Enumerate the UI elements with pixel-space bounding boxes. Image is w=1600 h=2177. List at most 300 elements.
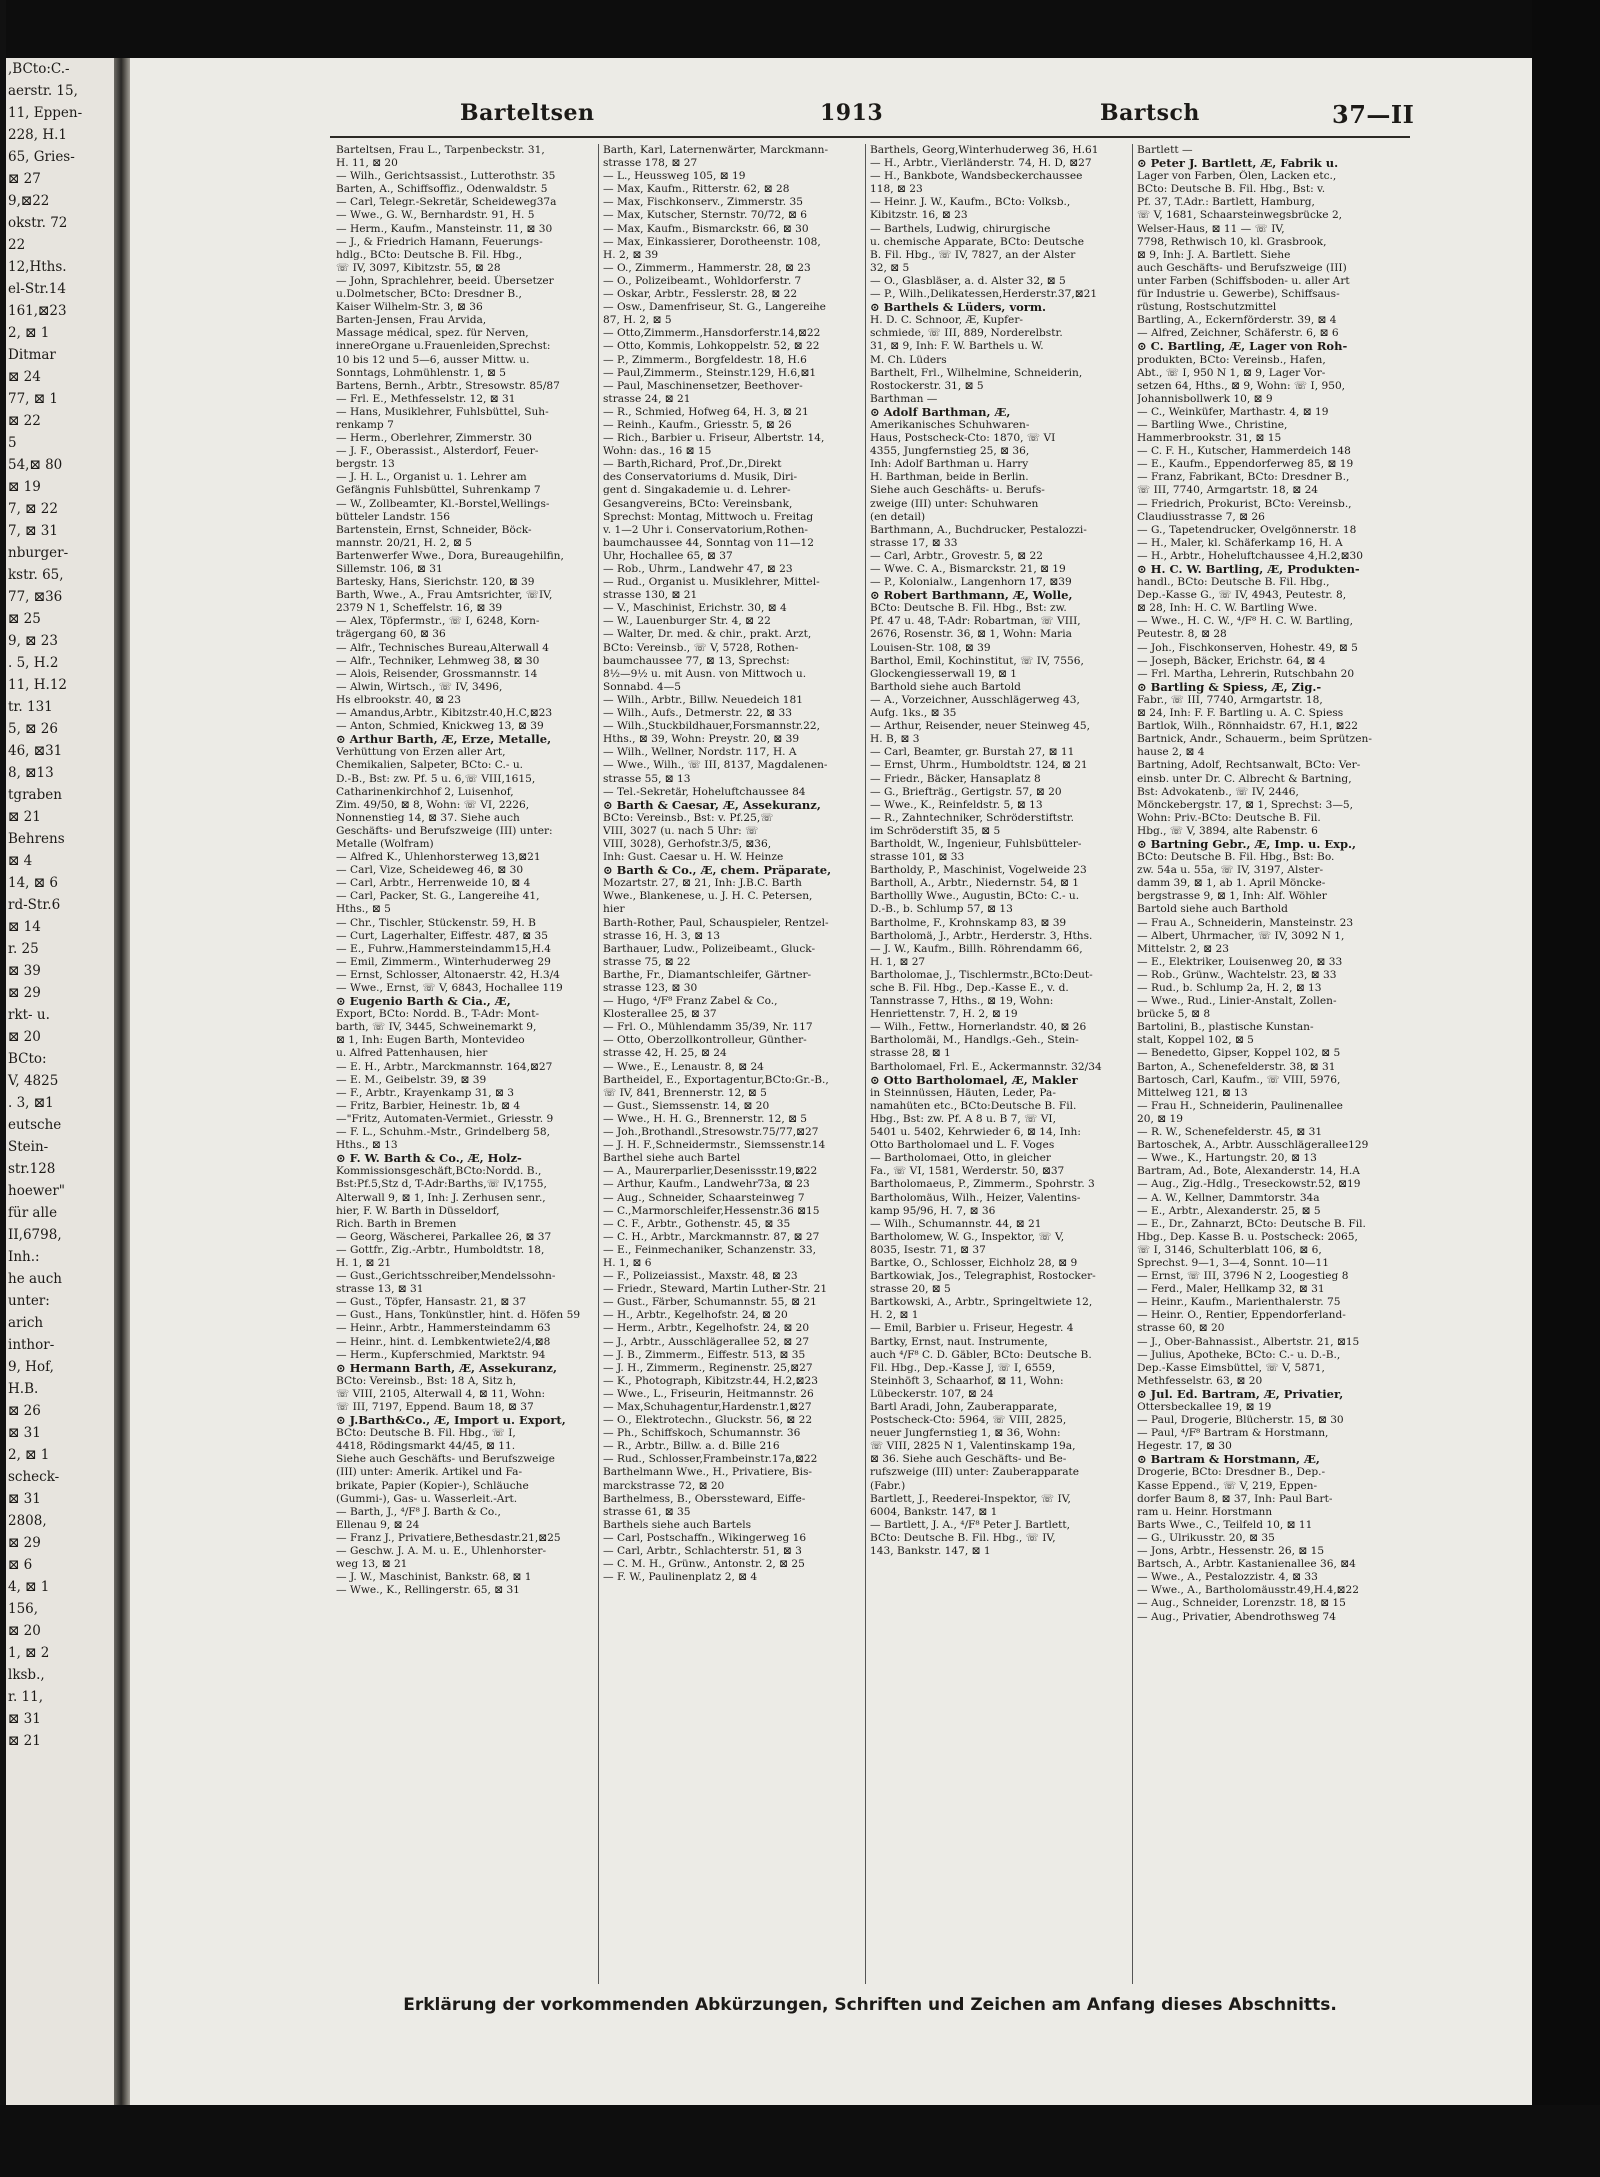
directory-entry: — R., Schmied, Hofweg 64, H. 3, ⊠ 21 (603, 405, 809, 418)
directory-entry: — P., Kolonialw., Langenhorn 17, ⊠39 (870, 576, 1072, 589)
previous-page-line: 228, H.1 (8, 127, 68, 143)
directory-entry: — Heinr. O., Rentier, Eppendorferland- (1137, 1309, 1346, 1322)
directory-entry: Chemikalien, Salpeter, BCto: C.- u. (336, 759, 524, 772)
directory-entry: strasse 17, ⊠ 33 (870, 536, 958, 549)
directory-entry: u. Alfred Pattenhausen, hier (336, 1047, 488, 1060)
previous-page-line: Stein- (8, 1139, 49, 1155)
directory-entry: Bartnick, Andr., Schauerm., beim Sprützen- (1137, 733, 1372, 746)
directory-entry: Wohn: Priv.-BCto: Deutsche B. Fil. (1137, 811, 1321, 824)
directory-entry: — Rud., Organist u. Musiklehrer, Mittel- (603, 576, 820, 589)
directory-entry: — Heinr., Kaufm., Marienthalerstr. 75 (1137, 1296, 1341, 1309)
previous-page-line: 5 (8, 435, 17, 451)
directory-entry: auch ⁴/F⁸ C. D. Gäbler, BCto: Deutsche B. (870, 1348, 1092, 1361)
directory-entry: — Arthur, Reisender, neuer Steinweg 45, (870, 720, 1091, 733)
previous-page-line: 11, H.12 (8, 677, 68, 693)
directory-entry: D.-B., b. Schlump 57, ⊠ 13 (870, 903, 1013, 916)
directory-entry: ⊠ 24, Inh: F. F. Bartling u. A. C. Spiess (1137, 707, 1344, 720)
column-divider (865, 144, 866, 1984)
directory-entry: strasse 101, ⊠ 33 (870, 851, 965, 864)
previous-page-line: V, 4825 (8, 1073, 59, 1089)
directory-entry: — J. H., Zimmerm., Reginenstr. 25,⊠27 (603, 1361, 813, 1374)
previous-page-line: 77, ⊠ 1 (8, 391, 58, 407)
previous-page-line: 14, ⊠ 6 (8, 875, 58, 891)
directory-entry: Lübeckerstr. 107, ⊠ 24 (870, 1387, 994, 1400)
directory-entry: — O., Elektrotechn., Gluckstr. 56, ⊠ 22 (603, 1414, 813, 1427)
directory-entry: — C. M. H., Grünw., Antonstr. 2, ⊠ 25 (603, 1558, 805, 1571)
directory-entry: Steinhöft 3, Schaarhof, ⊠ 11, Wohn: (870, 1374, 1064, 1387)
previous-page-line: r. 25 (8, 941, 39, 957)
directory-entry: ⊙ Peter J. Bartlett, Æ, Fabrik u. (1137, 157, 1339, 171)
directory-entry: — F., Polizeiassist., Maxstr. 48, ⊠ 23 (603, 1270, 798, 1283)
directory-entry: ☏ I, 3146, Schulterblatt 106, ⊠ 6, (1137, 1243, 1322, 1256)
directory-entry: baumchaussee 77, ⊠ 13, Sprechst: (603, 654, 790, 667)
previous-page-line: ⊠ 6 (8, 1557, 33, 1573)
directory-entry: — Herm., Kupferschmied, Marktstr. 94 (336, 1348, 546, 1361)
directory-entry: Bartosch, Carl, Kaufm., ☏ VIII, 5976, (1137, 1073, 1341, 1086)
previous-page-line: 156, (8, 1601, 39, 1617)
directory-entry: — Heinr., hint. d. Lembkentwiete2/4,⊠8 (336, 1335, 551, 1348)
directory-entry: Bartram, Ad., Bote, Alexanderstr. 14, H.A (1137, 1165, 1360, 1178)
directory-entry: — Ernst, Schlosser, Altonaerstr. 42, H.3/4 (336, 968, 560, 981)
directory-entry: 143, Bankstr. 147, ⊠ 1 (870, 1545, 991, 1558)
directory-entry: ☏ V, 1681, Schaarsteinwegsbrücke 2, (1137, 209, 1343, 222)
directory-entry: für Industrie u. Gewerbe), Schiffsaus- (1137, 288, 1340, 301)
directory-entry: B. Fil. Hbg., ☏ IV, 7827, an der Alster (870, 248, 1076, 261)
directory-entry: — Max, Fischkonserv., Zimmerstr. 35 (603, 196, 803, 209)
header-year: 1913 (820, 100, 884, 126)
directory-entry: Bartkowski, A., Arbtr., Springeltwiete 12, (870, 1296, 1093, 1309)
directory-entry: — Joh., Fischkonserven, Hohestr. 49, ⊠ 5 (1137, 641, 1358, 654)
directory-entry: ⊙ Hermann Barth, Æ, Assekuranz, (336, 1361, 557, 1375)
previous-page-line: 7, ⊠ 31 (8, 523, 58, 539)
previous-page-line: ⊠ 22 (8, 413, 41, 429)
directory-entry: — J. F., Oberassist., Alsterdorf, Feuer- (336, 445, 539, 458)
directory-entry: — H., Arbtr., Vierländerstr. 74, H. D, ⊠27 (870, 157, 1092, 170)
directory-entry: D.-B., Bst: zw. Pf. 5 u. 6,☏ VIII,1615, (336, 772, 536, 785)
directory-entry: — C. H., Arbtr., Marckmannstr. 87, ⊠ 27 (603, 1230, 820, 1243)
directory-entry: H. 2, ⊠ 1 (870, 1309, 919, 1322)
directory-entry: ⊙ Bartram & Horstmann, Æ, (1137, 1453, 1320, 1467)
directory-entry: Barthel siehe auch Bartel (603, 1152, 741, 1165)
directory-entry: — Julius, Apotheke, BCto: C.- u. D.-B., (1137, 1348, 1341, 1361)
directory-entry: Barth-Rother, Paul, Schauspieler, Rentzel- (603, 916, 829, 929)
directory-entry: — Frl. O., Mühlendamm 35/39, Nr. 117 (603, 1021, 813, 1034)
directory-entry: — Gust., Siemssenstr. 14, ⊠ 20 (603, 1099, 770, 1112)
directory-entry: Bartoschek, A., Arbtr. Ausschlägerallee129 (1137, 1139, 1369, 1152)
directory-entry: Barten, A., Schiffsoffiz., Odenwaldstr. 5 (336, 183, 548, 196)
previous-page-line: ⊠ 25 (8, 611, 41, 627)
directory-entry: — W., Lauenburger Str. 4, ⊠ 22 (603, 615, 771, 628)
directory-entry: H. B, ⊠ 3 (870, 733, 920, 746)
directory-entry: hier (603, 903, 625, 916)
directory-entry: Bartholme, F., Krohnskamp 83, ⊠ 39 (870, 916, 1067, 929)
directory-entry: — O., Polizeibeamt., Wohldorferstr. 7 (603, 274, 802, 287)
directory-entry: — Barth,Richard, Prof.,Dr.,Direkt (603, 458, 782, 471)
directory-entry: Kommissionsgeschäft,BCto:Nordd. B., (336, 1165, 542, 1178)
directory-entry: — E., Fuhrw.,Hammersteindamm15,H.4 (336, 942, 551, 955)
directory-entry: produkten, BCto: Vereinsb., Hafen, (1137, 353, 1326, 366)
directory-entry: — E., Elektriker, Louisenweg 20, ⊠ 33 (1137, 955, 1343, 968)
directory-entry: Barthelmann Wwe., H., Privatiere, Bis- (603, 1466, 812, 1479)
previous-page-line: ⊠ 31 (8, 1711, 41, 1727)
directory-entry: — Wwe., Ernst, ☏ V, 6843, Hochallee 119 (336, 982, 563, 994)
directory-entry: — Aug., Schneider, Lorenzstr. 18, ⊠ 15 (1137, 1597, 1346, 1610)
directory-entry: strasse 24, ⊠ 21 (603, 392, 691, 405)
previous-page-line: 65, Gries- (8, 149, 75, 165)
directory-entry: Uhr, Hochallee 65, ⊠ 37 (603, 549, 733, 562)
previous-page-line: 46, ⊠31 (8, 743, 63, 759)
directory-entry: Zim. 49/50, ⊠ 8, Wohn: ☏ VI, 2226, (336, 798, 530, 811)
previous-page-line: ⊠ 31 (8, 1425, 41, 1441)
directory-entry: — L., Heussweg 105, ⊠ 19 (603, 170, 746, 183)
directory-entry: stalt, Koppel 102, ⊠ 5 (1137, 1034, 1254, 1047)
directory-entry: ⊙ Otto Bartholomael, Æ, Makler (870, 1073, 1078, 1087)
directory-entry: — Herm., Kaufm., Mansteinstr. 11, ⊠ 30 (336, 222, 553, 235)
directory-entry: — E., Kaufm., Eppendorferweg 85, ⊠ 19 (1137, 458, 1354, 471)
directory-entry: 32, ⊠ 5 (870, 261, 910, 274)
directory-entry: Sillemstr. 106, ⊠ 31 (336, 563, 443, 575)
directory-entry: — Wwe., A., Bartholomäusstr.49,H.4,⊠22 (1137, 1584, 1359, 1597)
directory-entry: — Wilh., Arbtr., Billw. Neuedeich 181 (603, 693, 804, 706)
directory-entry: — G., Tapetendrucker, Ovelgönnerstr. 18 (1137, 523, 1357, 536)
directory-entry: — Aug., Privatier, Abendrothsweg 74 (1137, 1610, 1336, 1623)
directory-entry: — Frl. Martha, Lehrerin, Rutschbahn 20 (1137, 667, 1355, 680)
directory-entry: — Wilh., Schumannstr. 44, ⊠ 21 (870, 1217, 1042, 1230)
directory-entry: Barthmann, A., Buchdrucker, Pestalozzi- (870, 523, 1087, 536)
previous-page-line: ⊠ 29 (8, 985, 41, 1001)
previous-page-line: ⊠ 21 (8, 809, 41, 825)
directory-entry: Bartholdy, P., Maschinist, Vogelweide 23 (870, 864, 1087, 877)
directory-entry: 2379 N 1, Scheffelstr. 16, ⊠ 39 (336, 602, 503, 615)
directory-entry: Dep.-Kasse G., ☏ IV, 4943, Peutestr. 8, (1137, 589, 1347, 602)
directory-entry: ⊙ Bartning Gebr., Æ, Imp. u. Exp., (1137, 837, 1357, 851)
directory-entry: strasse 61, ⊠ 35 (603, 1505, 691, 1518)
directory-entry: marckstrasse 72, ⊠ 20 (603, 1479, 725, 1492)
directory-entry: — Aug., Zig.-Hdlg., Treseckowstr.52, ⊠19 (1137, 1178, 1361, 1191)
directory-entry: BCto: Deutsche B. Fil. Hbg., Bst: v. (1137, 183, 1326, 196)
directory-entry: Bartling, A., Eckernförderstr. 39, ⊠ 4 (1137, 314, 1337, 327)
directory-entry: u. chemische Apparate, BCto: Deutsche (870, 235, 1084, 248)
directory-entry: Henriettenstr. 7, H. 2, ⊠ 19 (870, 1008, 1018, 1021)
directory-entry: Louisen-Str. 108, ⊠ 39 (870, 641, 991, 654)
directory-entry: Dep.-Kasse Eimsbüttel, ☏ V, 5871, (1137, 1361, 1325, 1374)
directory-entry: ☏ III, 7740, Armgartstr. 18, ⊠ 24 (1137, 484, 1319, 497)
directory-entry: Barten-Jensen, Frau Arvida, (336, 314, 487, 327)
directory-entry: — A., Maurerparlier,Desenissstr.19,⊠22 (603, 1165, 818, 1178)
previous-page-line: 1, ⊠ 2 (8, 1645, 50, 1661)
previous-page-line: 7, ⊠ 22 (8, 501, 58, 517)
directory-entry: — Alex, Töpfermstr., ☏ I, 6248, Korn- (336, 615, 540, 628)
directory-entry: — O., Zimmerm., Hammerstr. 28, ⊠ 23 (603, 261, 811, 274)
directory-entry: Kasse Eppend., ☏ V, 219, Eppen- (1137, 1479, 1318, 1492)
directory-entry: des Conservatoriums d. Musik, Diri- (603, 471, 798, 484)
directory-entry: Bartholomae, J., Tischlermstr.,BCto:Deut- (870, 968, 1093, 981)
directory-entry: 20, ⊠ 19 (1137, 1112, 1183, 1125)
directory-entry: ⊙ Barth & Co., Æ, chem. Präparate, (603, 864, 832, 878)
directory-entry: — A., Vorzeichner, Ausschlägerweg 43, (870, 693, 1080, 706)
directory-entry: strasse 55, ⊠ 13 (603, 772, 691, 785)
previous-page-line: rkt- u. (8, 1007, 50, 1023)
directory-entry: — Wilh., Wellner, Nordstr. 117, H. A (603, 746, 797, 759)
previous-page-line: he auch (8, 1271, 62, 1287)
directory-entry: — J., & Friedrich Hamann, Feuerungs- (336, 235, 543, 248)
previous-page-line: rd-Str.6 (8, 897, 61, 913)
previous-page-line: 54,⊠ 80 (8, 457, 63, 473)
previous-page-line: Inh.: (8, 1249, 40, 1265)
directory-entry: (en detail) (870, 510, 926, 523)
column-divider (1132, 144, 1133, 1984)
directory-entry: VIII, 3027 (u. nach 5 Uhr: ☏ (603, 824, 759, 837)
scanner-background-right (1532, 0, 1600, 2177)
directory-entry: — Aug., Schneider, Schaarsteinweg 7 (603, 1191, 805, 1204)
previous-page-line: 2, ⊠ 1 (8, 1447, 50, 1463)
previous-page-line: ⊠ 14 (8, 919, 41, 935)
previous-page-line: tr. 131 (8, 699, 53, 715)
directory-entry: — Frau A., Schneiderin, Mansteinstr. 23 (1137, 916, 1354, 929)
directory-entry: strasse 16, H. 3, ⊠ 13 (603, 929, 720, 942)
scanner-background-bottom (0, 2105, 1600, 2177)
directory-entry: Bartning, Adolf, Rechtsanwalt, BCto: Ver- (1137, 759, 1361, 772)
directory-entry: (Gummi-), Gas- u. Wasserleit.-Art. (336, 1492, 518, 1505)
directory-entry: Sonnabd. 4—5 (603, 680, 681, 693)
directory-entry: — Wwe. C. A., Bismarckstr. 21, ⊠ 19 (870, 563, 1066, 575)
header-rule (330, 136, 1410, 138)
directory-entry: — Hans, Musiklehrer, Fuhlsbüttel, Suh- (336, 405, 549, 418)
directory-entry: Export, BCto: Nordd. B., T-Adr: Mont- (336, 1008, 540, 1021)
previous-page-line: 4, ⊠ 1 (8, 1579, 50, 1595)
directory-entry: Otto Bartholomael und L. F. Voges (870, 1139, 1055, 1152)
directory-entry: — H., Maler, kl. Schäferkamp 16, H. A (1137, 536, 1343, 549)
directory-entry: — Reinh., Kaufm., Griesstr. 5, ⊠ 26 (603, 418, 792, 431)
directory-entry: — F., Arbtr., Krayenkamp 31, ⊠ 3 (336, 1086, 515, 1099)
previous-page-line: arich (8, 1315, 44, 1331)
directory-entry: — P., Zimmerm., Borgfeldestr. 18, H.6 (603, 353, 807, 366)
directory-entry: — R., Arbtr., Billw. a. d. Bille 216 (603, 1440, 780, 1453)
directory-entry: (III) unter: Amerik. Artikel und Fa- (336, 1466, 523, 1479)
directory-entry: Ottersbeckallee 19, ⊠ 19 (1137, 1401, 1272, 1413)
directory-entry: Glockengiesserwall 19, ⊠ 1 (870, 667, 1018, 680)
previous-page-fragment (6, 58, 114, 2105)
directory-entry: — J. H. F.,Schneidermstr., Siemssenstr.14 (603, 1139, 826, 1152)
directory-entry: ⊙ Bartling & Spiess, Æ, Zig.- (1137, 680, 1322, 694)
directory-entry: — Alfr., Techniker, Lehmweg 38, ⊠ 30 (336, 654, 540, 667)
directory-entry: — J. B., Zimmerm., Eiffestr. 513, ⊠ 35 (603, 1348, 806, 1361)
directory-entry: — O., Glasbläser, a. d. Alster 32, ⊠ 5 (870, 274, 1066, 287)
directory-entry: Hbg., Bst: zw. Pf. A 8 u. B 7, ☏ VI, (870, 1112, 1056, 1125)
directory-entry: H. 1, ⊠ 27 (870, 955, 926, 968)
directory-entry: hier, F. W. Barth in Düsseldorf, (336, 1204, 500, 1217)
directory-entry: — J. W., Maschinist, Bankstr. 68, ⊠ 1 (336, 1571, 532, 1584)
directory-entry: Haus, Postscheck-Cto: 1870, ☏ VI (870, 432, 1056, 445)
directory-entry: — Gust., Hans, Tonkünstler, hint. d. Höfen 59 (336, 1309, 581, 1322)
directory-entry: — E., Feinmechaniker, Schanzenstr. 33, (603, 1243, 816, 1256)
directory-entry: strasse 28, ⊠ 1 (870, 1047, 951, 1060)
previous-page-line: 161,⊠23 (8, 303, 67, 319)
directory-entry: 2676, Rosenstr. 36, ⊠ 1, Wohn: Maria (870, 628, 1072, 641)
directory-entry: hause 2, ⊠ 4 (1137, 746, 1205, 759)
directory-entry: Bst:Pf.5,Stz d, T-Adr:Barths,☏ IV,1755, (336, 1178, 547, 1191)
directory-entry: — Tel.-Sekretär, Hoheluftchaussee 84 (603, 785, 806, 798)
directory-entry: ⊙ J.Barth&Co., Æ, Import u. Export, (336, 1414, 566, 1428)
directory-entry: renkamp 7 (336, 418, 394, 431)
directory-entry: — Max,Schuhagentur,Hardenstr.1,⊠27 (603, 1401, 812, 1413)
previous-page-line: 9, ⊠ 23 (8, 633, 58, 649)
footer-note: Erklärung der vorkommenden Abkürzungen, Schriften und Zeichen am Anfang dieses Abschnitts. (403, 1995, 1337, 2015)
directory-entry: — Curt, Lagerhalter, Eiffestr. 487, ⊠ 35 (336, 929, 549, 942)
directory-entry: strasse 13, ⊠ 31 (336, 1283, 424, 1296)
previous-page-line: eutsche (8, 1117, 62, 1133)
directory-entry: — Wwe., H. H. G., Brennerstr. 12, ⊠ 5 (603, 1112, 808, 1125)
directory-entry: — R. W., Schenefelderstr. 45, ⊠ 31 (1137, 1126, 1323, 1139)
directory-entry: M. Ch. Lüders (870, 353, 947, 366)
directory-entry: schmiede, ☏ III, 889, Norderelbstr. (870, 327, 1063, 340)
directory-entry: Barthels, Georg,Winterhuderweg 36, H.61 (870, 144, 1099, 156)
directory-entry: barth, ☏ IV, 3445, Schweinemarkt 9, (336, 1021, 537, 1034)
previous-page-line: 2, ⊠ 1 (8, 325, 50, 341)
directory-entry: mannstr. 20/21, H. 2, ⊠ 5 (336, 536, 473, 549)
directory-entry: — E. H., Arbtr., Marckmannstr. 164,⊠27 (336, 1060, 553, 1073)
directory-entry: 5401 u. 5402, Kehrwieder 6, ⊠ 14, Inh: (870, 1126, 1081, 1139)
directory-entry: H. 1, ⊠ 21 (336, 1256, 392, 1269)
directory-entry: sche B. Fil. Hbg., Dep.-Kasse E., v. d. (870, 982, 1069, 994)
directory-entry: Mittelweg 121, ⊠ 13 (1137, 1086, 1248, 1099)
directory-entry: Lager von Farben, Ölen, Lacken etc., (1137, 170, 1337, 183)
directory-entry: Barth, Karl, Laternenwärter, Marckmann- (603, 144, 829, 156)
directory-entry: — Carl, Vize, Scheideweg 46, ⊠ 30 (336, 864, 524, 877)
directory-entry: Barthman — (870, 392, 938, 405)
directory-entry: Bartholomaeus, P., Zimmerm., Spohrstr. 3 (870, 1178, 1095, 1191)
directory-entry: Bartl Aradi, John, Zauberapparate, (870, 1401, 1058, 1413)
directory-entry: Bartenwerfer Wwe., Dora, Bureaugehilfin, (336, 549, 564, 562)
directory-entry: — Gust., Töpfer, Hansastr. 21, ⊠ 37 (336, 1296, 527, 1309)
directory-entry: — Friedrich, Prokurist, BCto: Vereinsb., (1137, 497, 1352, 510)
directory-entry: Bartholomä, J., Arbtr., Herderstr. 3, Hths. (870, 929, 1093, 942)
directory-entry: — P., Wilh.,Delikatessen,Herderstr.37,⊠21 (870, 288, 1098, 301)
directory-entry: — Geschw. J. A. M. u. E., Uhlenhorster- (336, 1545, 547, 1558)
previous-page-line: ⊠ 27 (8, 171, 41, 187)
directory-entry: — Ph., Schiffskoch, Schumannstr. 36 (603, 1427, 801, 1440)
directory-entry: — Friedr., Bäcker, Hansaplatz 8 (870, 772, 1041, 785)
directory-entry: brikate, Papier (Kopier-), Schläuche (336, 1479, 529, 1492)
directory-entry: BCto: Deutsche B. Fil. Hbg., Bst: Bo. (1137, 851, 1335, 864)
directory-entry: — E. M., Geibelstr. 39, ⊠ 39 (336, 1073, 487, 1086)
directory-entry: Bartolini, B., plastische Kunstan- (1137, 1021, 1314, 1034)
directory-entry: im Schröderstift 35, ⊠ 5 (870, 824, 1001, 837)
directory-entry: — J. W., Kaufm., Billh. Röhrendamm 66, (870, 942, 1083, 955)
directory-entry: — J., Arbtr., Ausschlägerallee 52, ⊠ 27 (603, 1335, 810, 1348)
directory-entry: — Wilh., Aufs., Detmerstr. 22, ⊠ 33 (603, 707, 792, 720)
directory-entry: Barthauer, Ludw., Polizeibeamt., Gluck- (603, 942, 816, 955)
directory-entry: — Paul, Drogerie, Blücherstr. 15, ⊠ 30 (1137, 1414, 1344, 1427)
directory-entry: — F. W., Paulinenplatz 2, ⊠ 4 (603, 1571, 758, 1584)
directory-entry: — Arthur, Kaufm., Landwehr73a, ⊠ 23 (603, 1178, 810, 1191)
scanner-background-top (0, 0, 1600, 58)
directory-entry: Hths., ⊠ 13 (336, 1139, 398, 1152)
directory-entry: hdlg., BCto: Deutsche B. Fil. Hbg., (336, 248, 523, 261)
directory-entry: Hbg., Dep. Kasse B. u. Postscheck: 2065, (1137, 1230, 1358, 1243)
previous-page-line: hoewer" (8, 1183, 66, 1199)
directory-entry: Abt., ☏ I, 950 N 1, ⊠ 9, Lager Vor- (1137, 366, 1326, 379)
directory-entry: — Alfred K., Uhlenhorsterweg 13,⊠21 (336, 851, 541, 864)
directory-entry: 4355, Jungfernstieg 25, ⊠ 36, (870, 445, 1030, 458)
previous-page-line: . 5, H.2 (8, 655, 59, 671)
directory-entry: — Joseph, Bäcker, Erichstr. 64, ⊠ 4 (1137, 654, 1326, 667)
previous-page-line: 5, ⊠ 26 (8, 721, 58, 737)
directory-entry: Bartlok, Wilh., Rönnhaidstr. 67, H.1, ⊠22 (1137, 720, 1359, 733)
directory-entry: 4418, Rödingsmarkt 44/45, ⊠ 11. (336, 1440, 516, 1453)
directory-entry: Barthelmess, B., Oberssteward, Eiffe- (603, 1492, 806, 1505)
directory-entry: — Max, Kaufm., Bismarckstr. 66, ⊠ 30 (603, 222, 809, 235)
directory-entry: Nonnenstieg 14, ⊠ 37. Siehe auch (336, 811, 520, 824)
directory-entry: Bartsch, A., Arbtr. Kastanienallee 36, ⊠4 (1137, 1558, 1356, 1571)
directory-entry: Rich. Barth in Bremen (336, 1217, 457, 1230)
directory-entry: — Wilh.,Stuckbildhauer,Forsmannstr.22, (603, 720, 820, 733)
previous-page-text (6, 58, 114, 1752)
previous-page-line: H.B. (8, 1381, 39, 1397)
directory-entry: — Carl, Telegr.-Sekretär, Scheideweg37a (336, 196, 557, 209)
directory-entry: Hs elbrookstr. 40, ⊠ 23 (336, 693, 461, 706)
directory-entry: — Wilh., Fettw., Hornerlandstr. 40, ⊠ 26 (870, 1021, 1087, 1034)
directory-entry: ⊙ Barthels & Lüders, vorm. (870, 301, 1047, 315)
directory-entry: — C.,Marmorschleifer,Hessenstr.36 ⊠15 (603, 1204, 820, 1217)
directory-entry: ⊙ Eugenio Barth & Cia., Æ, (336, 995, 511, 1009)
directory-entry: — C., Weinküfer, Marthastr. 4, ⊠ 19 (1137, 405, 1329, 418)
directory-entry: Barteltsen, Frau L., Tarpenbeckstr. 31, (336, 144, 545, 156)
directory-entry: ⊙ Arthur Barth, Æ, Erze, Metalle, (336, 733, 552, 747)
directory-entry: — Carl, Packer, St. G., Langereihe 41, (336, 890, 540, 903)
directory-entry: — Carl, Arbtr., Grovestr. 5, ⊠ 22 (870, 549, 1044, 562)
directory-entry: Ellenau 9, ⊠ 24 (336, 1518, 420, 1531)
directory-entry: — Alwin, Wirtsch., ☏ IV, 3496, (336, 680, 503, 693)
directory-entry: — R., Zahntechniker, Schröderstiftstr. (870, 811, 1074, 824)
directory-entry: — Wwe., G. W., Bernhardstr. 91, H. 5 (336, 209, 535, 222)
directory-entry: Amerikanisches Schuhwaren- (870, 418, 1030, 431)
previous-page-line: el-Str.14 (8, 281, 66, 297)
directory-entry: — E., Dr., Zahnarzt, BCto: Deutsche B. Fil. (1137, 1217, 1366, 1230)
directory-entry: ⊙ Adolf Barthman, Æ, (870, 405, 1011, 419)
directory-entry: ⊠ 28, Inh: H. C. W. Bartling Wwe. (1137, 602, 1318, 615)
previous-page-line: unter: (8, 1293, 50, 1309)
directory-entry: — Otto, Kommis, Lohkoppelstr. 52, ⊠ 22 (603, 340, 820, 353)
directory-entry: — Wwe., L., Friseurin, Heitmannstr. 26 (603, 1387, 814, 1400)
directory-entry: auch Geschäfts- und Berufszweige (III) (1137, 261, 1347, 274)
directory-entry: — Wwe., K., Reinfeldstr. 5, ⊠ 13 (870, 798, 1043, 811)
directory-entry: 87, H. 2, ⊠ 5 (603, 314, 672, 327)
directory-entry: H. Barthman, beide in Berlin. (870, 471, 1029, 484)
directory-entry: ⊙ H. C. W. Bartling, Æ, Produkten- (1137, 563, 1360, 576)
directory-entry: strasse 60, ⊠ 20 (1137, 1322, 1225, 1335)
directory-entry: einsb. unter Dr. C. Albrecht & Bartning, (1137, 772, 1352, 785)
directory-entry: ☏ IV, 841, Brennerstr. 12, ⊠ 5 (603, 1086, 767, 1099)
directory-column-1 (336, 144, 594, 1984)
directory-entry: neuer Jungfernstieg 1, ⊠ 36, Wohn: (870, 1427, 1061, 1440)
directory-entry: — Wwe., Rud., Linier-Anstalt, Zollen- (1137, 995, 1337, 1008)
directory-entry: 31, ⊠ 9, Inh: F. W. Barthels u. W. (870, 340, 1044, 353)
previous-page-line: lksb., (8, 1667, 45, 1683)
directory-entry: ⊙ F. W. Barth & Co., Æ, Holz- (336, 1152, 522, 1166)
directory-entry: — Rud., Schlosser,Frambeinstr.17a,⊠22 (603, 1453, 818, 1466)
directory-entry: — J. H. L., Organist u. 1. Lehrer am (336, 471, 527, 484)
directory-entry: strasse 123, ⊠ 30 (603, 982, 698, 994)
directory-entry: Wwe., Blankenese, u. J. H. C. Petersen, (603, 890, 813, 903)
directory-entry: Sprechst. 9—1, 3—4, Sonnt. 10—11 (1137, 1256, 1330, 1269)
directory-entry: Klosterallee 25, ⊠ 37 (603, 1008, 717, 1021)
directory-entry: — Rich., Barbier u. Friseur, Albertstr. 14, (603, 432, 825, 445)
directory-entry: — Otto, Oberzollkontrolleur, Günther- (603, 1034, 807, 1047)
directory-entry: weg 13, ⊠ 21 (336, 1558, 408, 1571)
directory-entry: — C. F., Arbtr., Gothenstr. 45, ⊠ 35 (603, 1217, 791, 1230)
directory-entry: handl., BCto: Deutsche B. Fil. Hbg., (1137, 576, 1330, 589)
